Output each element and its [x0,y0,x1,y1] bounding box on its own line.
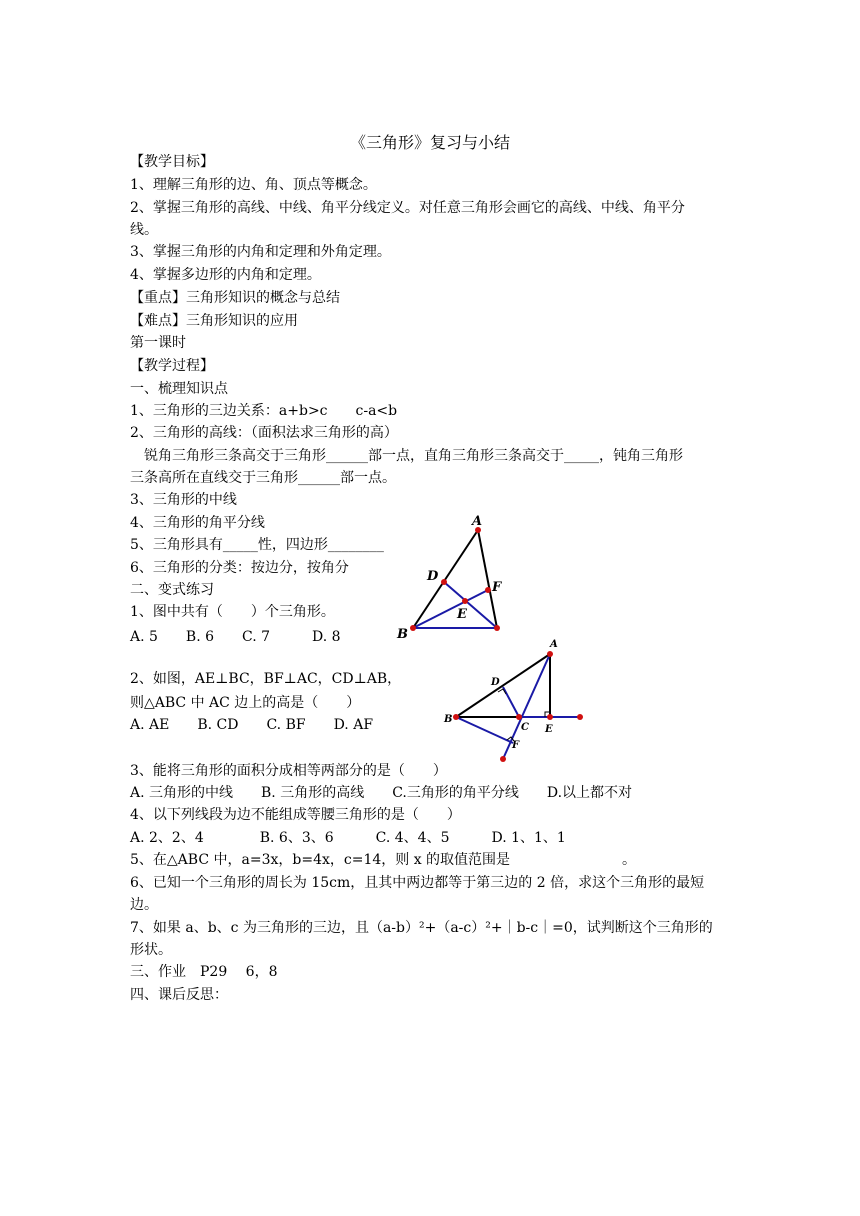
label-e: E [457,607,467,622]
text-line: 二、变式练习 [130,582,214,598]
text-line: A. AE B. CD C. BF D. AF [130,717,374,733]
label-f: F [492,580,502,595]
text-line: 2、三角形的高线：（面积法求三角形的高） [130,425,398,441]
text-line: 锐角三角形三条高交于三角形______部一点，直角三角形三条高交于_____，钝角三角形 [130,448,683,464]
text-line: 【教学目标】 [130,154,214,170]
text-line: 三、作业 P29 6，8 [130,964,278,980]
text-line: 4、以下列线段为边不能组成等腰三角形的是（ ） [130,807,461,823]
text-line: A. 5 B. 6 C. 7 D. 8 [130,629,341,645]
text-line: 三条高所在直线交于三角形______部一点。 [130,470,396,486]
text-line: 6、三角形的分类：按边分，按角分 [130,560,349,576]
text-line: 2、如图，AE⊥BC，BF⊥AC，CD⊥AB， [130,671,402,687]
label-e: E [545,724,553,735]
label-f: F [512,740,520,751]
text-line: 【教学过程】 [130,358,214,374]
text-line: 边。 [130,897,158,913]
text-line: 3、能将三角形的面积分成相等两部分的是（ ） [130,763,447,779]
label-d: D [491,677,500,688]
text-line: 4、掌握多边形的内角和定理。 [130,267,321,283]
text-line: 1、三角形的三边关系：a+b>c c-a<b [130,403,398,419]
text-line: 6、已知一个三角形的周长为 15cm，且其中两边都等于第三边的 2 倍，求这个三角形的最短 [130,875,705,891]
right-angle-marks [498,689,550,741]
text-line: 形状。 [130,942,172,958]
text-line: 3、三角形的中线 [130,492,237,508]
text-line: 5、在△ABC 中，a=3x，b=4x，c=14，则 x 的取值范围是 。 [130,852,637,868]
text-line: 1、图中共有（ ）个三角形。 [130,604,335,620]
label-b: B [444,714,453,725]
text-line: 7、如果 a、b、c 为三角形的三边，且（a-b）²+（a-c）²+｜b-c｜=0，试判断这个三角形的 [130,920,713,936]
page-title: 《三角形》复习与小结 [349,133,510,152]
label-d: D [427,569,439,584]
text-line: 一、梳理知识点 [130,381,228,397]
text-line: 1、理解三角形的边、角、顶点等概念。 [130,177,377,193]
text-line: 4、三角形的角平分线 [130,515,265,531]
text-line: A. 2、2、4 B. 6、3、6 C. 4、4、5 D. 1、1、1 [130,830,566,846]
triangle-edges [413,530,497,628]
text-line: 3、掌握三角形的内角和定理和外角定理。 [130,244,391,260]
text-line: A. 三角形的中线 B. 三角形的高线 C.三角形的角平分线 D.以上都不对 [130,785,633,801]
label-c: C [521,722,529,733]
text-line: 线。 [130,222,158,238]
triangle-figure-1 [390,510,520,645]
text-line: 【重点】三角形知识的概念与总结 [130,290,340,306]
text-line: 第一课时 [130,335,186,351]
text-line: 2、掌握三角形的高线、中线、角平分线定义。对任意三角形会画它的高线、中线、角平分 [130,200,685,216]
text-line: 四、课后反思： [130,987,228,1003]
label-a: A [472,514,483,529]
text-line: 则△ABC 中 AC 边上的高是（ ） [130,695,361,711]
label-a: A [550,639,558,650]
text-line: 【难点】三角形知识的应用 [130,313,298,329]
triangle-figure-2 [440,632,590,767]
label-b: B [397,627,408,642]
segment-bf [413,590,488,628]
text-line: 5、三角形具有_____性，四边形________ [130,537,384,553]
